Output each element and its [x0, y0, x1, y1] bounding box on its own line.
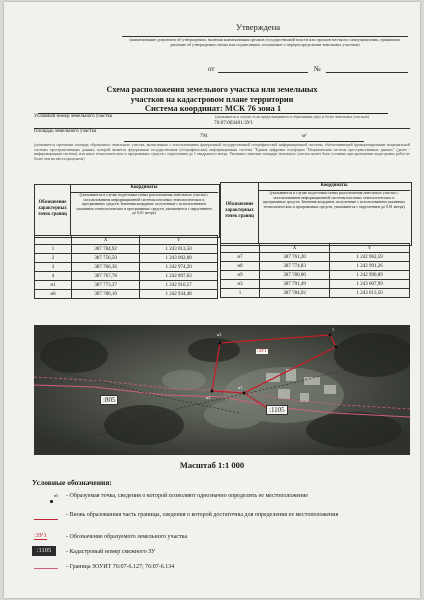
- point-id: н3: [221, 280, 260, 289]
- coord-y: 1 242 934,48: [140, 290, 218, 299]
- satellite-map: [34, 325, 410, 455]
- coord-y: 1 243 007,99: [330, 280, 410, 289]
- point-id: н7: [221, 253, 260, 262]
- legend-point-symbol: [44, 493, 59, 506]
- point-id: 1: [221, 289, 260, 298]
- table-row: [221, 262, 410, 271]
- coord-y: 1 242 916,57: [140, 281, 218, 290]
- point-id: 3: [35, 263, 72, 272]
- date-label: от: [208, 65, 215, 73]
- right-col-x: X: [260, 244, 330, 253]
- table-row: [221, 289, 410, 298]
- left-col-y: Y: [140, 236, 218, 245]
- coord-x: 387 780,00: [260, 271, 330, 280]
- coord-y: 1 242 897,63: [140, 272, 218, 281]
- table-cell: [221, 244, 260, 253]
- legend-item-text: - Кадастровый номер смежного ЗУ: [66, 549, 156, 555]
- coord-y: 1 242 990,89: [330, 271, 410, 280]
- parcel-label: Условный номер земельного участка: [34, 114, 113, 119]
- point-id: 4: [35, 272, 72, 281]
- coord-x: 387 773,37: [72, 281, 140, 290]
- right-coord-table: [220, 243, 410, 298]
- left-head-points: Обозначение характерных точек границ: [38, 200, 67, 217]
- right-head-points: Обозначение характерных точек границ: [225, 202, 254, 219]
- point-id: 2: [35, 254, 72, 263]
- table-row: [221, 244, 410, 253]
- coord-y: 1 243 002,00: [140, 254, 218, 263]
- coord-y: 1 242 974,20: [140, 263, 218, 272]
- legend-zu-symbol: :ЗУ1: [34, 532, 47, 539]
- coord-y: 1 243 013,50: [330, 289, 410, 298]
- title-line-2: участков на кадастровом плане территории: [130, 95, 294, 104]
- divider: [258, 182, 259, 244]
- coord-x: 387 766,36: [72, 263, 140, 272]
- left-coord-table: [34, 235, 218, 299]
- area-note: (указывается проектная площадь образуемого земельного участка, вычисленная с использованием федеральной государственной географической информационной системы, обеспечивающей функционирование национальной системы пространственных данных, которой является федеральная государственная (географическая) информационная система "Единая цифровая платформа "Национальная система пространственных данных" (далее - информационная система), или иных технологических и программных средств с округлением до 1 квадратного метра. Указанное значение площади земельного участка может быть уточнено при проведении кадастровых работ не более чем на шесть процентов): [34, 143, 410, 161]
- parcel-note: (указывается в случае, если предусматривается образование двух и более земельных участков): [215, 115, 369, 119]
- map-label-zu1: :ЗУ1: [257, 349, 267, 354]
- table-row: [35, 263, 218, 272]
- approved-label: Утверждена: [236, 22, 281, 32]
- date-line: [218, 72, 308, 73]
- number-label: №: [314, 65, 321, 73]
- table-row: [35, 236, 218, 245]
- table-row: [35, 272, 218, 281]
- point-label: 1: [332, 327, 335, 332]
- table-row: [221, 280, 410, 289]
- document-title: [4, 85, 420, 105]
- number-line: [326, 72, 408, 73]
- table-row: [35, 245, 218, 254]
- point-id: н9: [221, 271, 260, 280]
- approval-note: (наименование документа об утверждении, включая наименования органов государственной власти или органов местного самоуправления, принявших решение об утверждении схемы или подписавших соглашение о перераспределении земельных участков): [129, 37, 401, 47]
- legend-item-text: - Образуемая точка, сведения о которой позволяют однозначно определить ее местоположение: [66, 493, 309, 499]
- area-value: 794: [200, 134, 208, 139]
- right-coords-note: (указываются в случае подготовки схемы расположения земельного участка с использованием информационной системы или иных технологических и программных средств. Значения координат, полученные с использованием указанных технологических и программных средств, указываются с округлением до 0,01 метра): [262, 191, 406, 209]
- document-page: [4, 2, 420, 598]
- legend-boundary-line: [34, 519, 58, 520]
- coord-x: 387 761,20: [260, 253, 330, 262]
- map-label-805: :805: [100, 395, 118, 405]
- left-coords-note: (указываются в случае подготовки схемы расположения земельного участка с использованием информационной системы или иных технологических и программных средств. Значения координат, полученные с использованием указанных технологических и программных средств, указываются с округлением до 0,01 метра): [76, 193, 212, 216]
- point-id: н6: [35, 290, 72, 299]
- legend-point-label: н5: [54, 493, 59, 498]
- point-id: н8: [221, 262, 260, 271]
- left-head-coords: Координаты: [130, 185, 158, 190]
- coordinate-system: Система координат: МСК 76 зона 1: [38, 103, 388, 114]
- point-label: н1: [238, 385, 243, 390]
- legend-item-text: - Обозначение образуемого земельного участка: [66, 534, 188, 540]
- point-label: н3: [217, 332, 222, 337]
- coord-y: 1 242 962,59: [330, 253, 410, 262]
- map-graphic: [34, 325, 410, 455]
- legend-cadastral-symbol: :1105: [32, 546, 56, 556]
- coord-y: 1 242 991,26: [330, 262, 410, 271]
- left-col-x: X: [72, 236, 140, 245]
- legend-item-text: - Вновь образованная часть границы, сведения о которой достаточны для определения ее местоположения: [66, 512, 339, 518]
- right-col-y: Y: [330, 244, 410, 253]
- coord-x: 387 774,83: [260, 262, 330, 271]
- coord-x: 387 784,92: [260, 289, 330, 298]
- coord-y: 1 243 013,50: [140, 245, 218, 254]
- coord-x: 387 780,10: [72, 290, 140, 299]
- point-id: н1: [35, 281, 72, 290]
- divider: [124, 141, 364, 142]
- table-row: [221, 253, 410, 262]
- parcel-value: 76:07:003401:ЗУ1: [214, 120, 253, 126]
- coord-x: 387 767,78: [72, 272, 140, 281]
- right-head-coords: Координаты: [320, 183, 348, 188]
- point-dot: [50, 500, 53, 503]
- coord-x: 387 756,50: [72, 254, 140, 263]
- legend-item-text: - Граница ЗОУИТ 76:07-6.127; 76:07-6.134: [66, 564, 175, 570]
- table-row: [221, 271, 410, 280]
- title-line-1: Схема расположения земельного участка или земельных: [106, 85, 318, 94]
- point-label: н2: [206, 395, 211, 400]
- table-cell: [35, 236, 72, 245]
- coord-x: 387 791,49: [260, 280, 330, 289]
- table-row: [35, 290, 218, 299]
- legend-title: Условные обозначения:: [32, 478, 112, 487]
- table-row: [35, 281, 218, 290]
- legend-zouit-line: [34, 568, 58, 569]
- map-label-1105: :1105: [266, 405, 288, 415]
- table-row: [35, 254, 218, 263]
- point-id: 1: [35, 245, 72, 254]
- area-label: Площадь земельного участка: [34, 129, 97, 134]
- scale-label: Масштаб 1:1 000: [179, 460, 245, 470]
- area-unit: м²: [302, 134, 307, 139]
- coord-x: 387 784,92: [72, 245, 140, 254]
